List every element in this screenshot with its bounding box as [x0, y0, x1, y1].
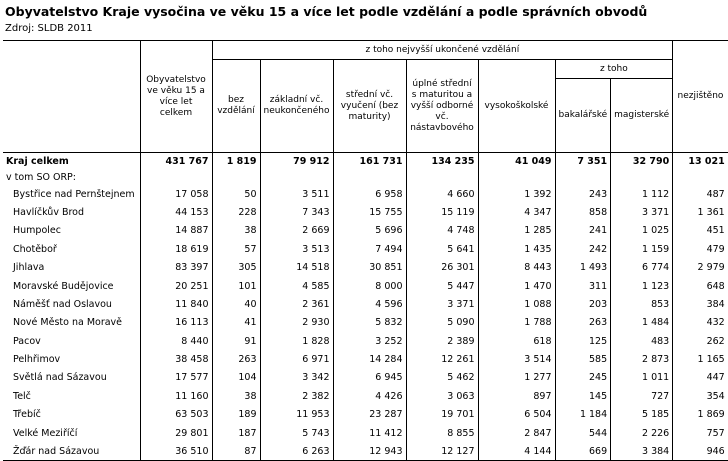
- cell: 20 251: [140, 277, 212, 295]
- cell: 1 484: [611, 314, 673, 332]
- cell: 14 518: [260, 258, 333, 276]
- cell: 11 840: [140, 295, 212, 313]
- cell: 897: [478, 387, 555, 405]
- cell: 245: [555, 369, 611, 387]
- header-master: magisterské: [611, 79, 673, 153]
- cell: 5 743: [260, 424, 333, 442]
- row-label: Nové Město na Moravě: [13, 317, 123, 329]
- cell: 669: [555, 442, 611, 460]
- cell: 203: [555, 295, 611, 313]
- cell: 16 113: [140, 314, 212, 332]
- cell: 13 021: [673, 153, 728, 171]
- cell: 5 462: [406, 369, 478, 387]
- source-note: Zdroj: SLDB 2011: [5, 23, 93, 34]
- cell: 262: [673, 332, 728, 350]
- cell: 1 112: [611, 185, 673, 203]
- cell: 6 971: [260, 350, 333, 368]
- cell: 3 252: [333, 332, 406, 350]
- cell: 19 701: [406, 406, 478, 424]
- cell: 305: [212, 258, 260, 276]
- cell: 1 165: [673, 350, 728, 368]
- cell: 1 828: [260, 332, 333, 350]
- cell: 618: [478, 332, 555, 350]
- cell: 1 277: [478, 369, 555, 387]
- row-label: Havlíčkův Brod: [13, 206, 85, 218]
- cell: 4 347: [478, 203, 555, 221]
- cell: 11 160: [140, 387, 212, 405]
- cell: 5 185: [611, 406, 673, 424]
- table-row: [3, 258, 728, 276]
- cell: 83 397: [140, 258, 212, 276]
- cell: 263: [212, 350, 260, 368]
- cell: 1 088: [478, 295, 555, 313]
- cell: 12 127: [406, 442, 478, 460]
- cell: 228: [212, 203, 260, 221]
- cell: 12 943: [333, 442, 406, 460]
- row-label: Náměšť nad Oslavou: [13, 298, 112, 310]
- cell: 14 887: [140, 222, 212, 240]
- cell: 44 153: [140, 203, 212, 221]
- cell: 17 058: [140, 185, 212, 203]
- row-label: Telč: [13, 390, 31, 402]
- cell: 17 577: [140, 369, 212, 387]
- cell: 11 412: [333, 424, 406, 442]
- cell: 1 184: [555, 406, 611, 424]
- cell: 79 912: [260, 153, 333, 171]
- education-table: [3, 40, 728, 461]
- table-row: [3, 406, 728, 424]
- cell: 3 063: [406, 387, 478, 405]
- cell: 853: [611, 295, 673, 313]
- cell: 7 351: [555, 153, 611, 171]
- cell: 1 788: [478, 314, 555, 332]
- cell: 6 774: [611, 258, 673, 276]
- header-none: bez vzdělání: [212, 60, 260, 153]
- row-label: Jihlava: [13, 262, 45, 274]
- cell: 447: [673, 369, 728, 387]
- cell: 1 025: [611, 222, 673, 240]
- table-row: [3, 424, 728, 442]
- cell: 483: [611, 332, 673, 350]
- cell: 2 382: [260, 387, 333, 405]
- cell: 15 755: [333, 203, 406, 221]
- cell: 946: [673, 442, 728, 460]
- cell: 1 123: [611, 277, 673, 295]
- table-row: [3, 369, 728, 387]
- header-tertiary: vysokoškolské: [478, 60, 555, 153]
- cell: 544: [555, 424, 611, 442]
- cell: 3 511: [260, 185, 333, 203]
- row-label: Žďár nad Sázavou: [3, 442, 140, 460]
- cell: 7 343: [260, 203, 333, 221]
- cell: 1 011: [611, 369, 673, 387]
- cell: 15 119: [406, 203, 478, 221]
- cell: 5 447: [406, 277, 478, 295]
- cell: 40: [212, 295, 260, 313]
- header-of-which: z toho: [555, 60, 673, 79]
- cell: 2 979: [673, 258, 728, 276]
- cell: 585: [555, 350, 611, 368]
- cell: 4 426: [333, 387, 406, 405]
- cell: 3 384: [611, 442, 673, 460]
- row-label: Humpolec: [13, 225, 61, 237]
- cell: 5 832: [333, 314, 406, 332]
- cell: 487: [673, 185, 728, 203]
- cell: 1 435: [478, 240, 555, 258]
- cell: 757: [673, 424, 728, 442]
- cell: 91: [212, 332, 260, 350]
- cell: 2 873: [611, 350, 673, 368]
- cell: 187: [212, 424, 260, 442]
- cell: 5 090: [406, 314, 478, 332]
- cell: 4 585: [260, 277, 333, 295]
- cell: 2 389: [406, 332, 478, 350]
- cell: 41 049: [478, 153, 555, 171]
- cell: 3 371: [611, 203, 673, 221]
- cell: 2 669: [260, 222, 333, 240]
- table-row: [3, 314, 728, 332]
- table-title: Obyvatelstvo Kraje vysočina ve věku 15 a více let podle vzdělání a podle správních obvodů: [5, 4, 648, 19]
- cell: 6 504: [478, 406, 555, 424]
- cell: 30 851: [333, 258, 406, 276]
- header-secondary: střední vč. vyučení (bez maturity): [333, 60, 406, 153]
- cell: 648: [673, 277, 728, 295]
- cell: 3 342: [260, 369, 333, 387]
- cell: 1 159: [611, 240, 673, 258]
- cell: 11 953: [260, 406, 333, 424]
- cell: 18 619: [140, 240, 212, 258]
- cell: 32 790: [611, 153, 673, 171]
- row-label: Třebíč: [13, 409, 41, 421]
- cell: 858: [555, 203, 611, 221]
- cell: 161 731: [333, 153, 406, 171]
- row-label: Pelhřimov: [13, 354, 61, 366]
- row-label: Bystřice nad Pernštejnem: [13, 188, 135, 200]
- cell: 101: [212, 277, 260, 295]
- cell: 1 819: [212, 153, 260, 171]
- table-row: [3, 350, 728, 368]
- cell: 243: [555, 185, 611, 203]
- cell: 384: [673, 295, 728, 313]
- header-population: Obyvatelstvo ve věku 15 a více let celkem: [140, 41, 212, 153]
- cell: 50: [212, 185, 260, 203]
- cell: 263: [555, 314, 611, 332]
- cell: 8 000: [333, 277, 406, 295]
- cell: 104: [212, 369, 260, 387]
- subhead-row: [3, 171, 728, 185]
- total-row: [3, 153, 728, 171]
- cell: 4 144: [478, 442, 555, 460]
- cell: 36 510: [140, 442, 212, 460]
- cell: 38 458: [140, 350, 212, 368]
- cell: 12 261: [406, 350, 478, 368]
- row-label: Chotěboř: [13, 243, 57, 255]
- cell: 7 494: [333, 240, 406, 258]
- row-label: Světlá nad Sázavou: [13, 372, 107, 384]
- table-row: [3, 387, 728, 405]
- cell: 26 301: [406, 258, 478, 276]
- cell: 6 263: [260, 442, 333, 460]
- header-basic: základní vč. neukončeného: [260, 60, 333, 153]
- cell: 14 284: [333, 350, 406, 368]
- cell: 727: [611, 387, 673, 405]
- cell: 57: [212, 240, 260, 258]
- cell: 1 361: [673, 203, 728, 221]
- cell: 3 514: [478, 350, 555, 368]
- cell: 6 945: [333, 369, 406, 387]
- row-label: Kraj celkem: [3, 153, 140, 171]
- cell: 2 847: [478, 424, 555, 442]
- cell: 4 748: [406, 222, 478, 240]
- row-label: Moravské Budějovice: [13, 280, 114, 292]
- cell: 4 660: [406, 185, 478, 203]
- cell: 29 801: [140, 424, 212, 442]
- table-row: [3, 240, 728, 258]
- cell: 3 371: [406, 295, 478, 313]
- cell: 6 958: [333, 185, 406, 203]
- cell: 38: [212, 387, 260, 405]
- header-complete-secondary: úplné střední s maturitou a vyšší odborné vč. nástavbového: [406, 60, 478, 153]
- cell: 431 767: [140, 153, 212, 171]
- cell: 1 285: [478, 222, 555, 240]
- header-bachelor: bakalářské: [555, 79, 611, 153]
- cell: 63 503: [140, 406, 212, 424]
- cell: 125: [555, 332, 611, 350]
- cell: 41: [212, 314, 260, 332]
- header-unknown: nezjištěno: [673, 41, 728, 153]
- table-row: [3, 203, 728, 221]
- subhead-label: v tom SO ORP:: [6, 172, 76, 184]
- cell: 241: [555, 222, 611, 240]
- cell: 479: [673, 240, 728, 258]
- table-row: [3, 185, 728, 203]
- cell: 311: [555, 277, 611, 295]
- cell: 87: [212, 442, 260, 460]
- cell: 8 440: [140, 332, 212, 350]
- header-corner: [3, 41, 140, 60]
- table-row: [3, 222, 728, 240]
- table-row: [3, 277, 728, 295]
- table-row: [3, 442, 728, 460]
- cell: 354: [673, 387, 728, 405]
- cell: 8 443: [478, 258, 555, 276]
- cell: 5 641: [406, 240, 478, 258]
- cell: 3 513: [260, 240, 333, 258]
- cell: 451: [673, 222, 728, 240]
- cell: 38: [212, 222, 260, 240]
- cell: 1 392: [478, 185, 555, 203]
- table-row: [3, 332, 728, 350]
- cell: 5 696: [333, 222, 406, 240]
- cell: 1 470: [478, 277, 555, 295]
- cell: 189: [212, 406, 260, 424]
- cell: 8 855: [406, 424, 478, 442]
- cell: 23 287: [333, 406, 406, 424]
- table-row: [3, 295, 728, 313]
- cell: 1 493: [555, 258, 611, 276]
- row-label: Pacov: [13, 335, 41, 347]
- cell: 2 226: [611, 424, 673, 442]
- cell: 145: [555, 387, 611, 405]
- header-group-highest: z toho nejvyšší ukončené vzdělání: [212, 41, 673, 60]
- cell: 4 596: [333, 295, 406, 313]
- row-label: Velké Meziříčí: [13, 427, 78, 439]
- cell: 2 930: [260, 314, 333, 332]
- cell: 1 869: [673, 406, 728, 424]
- cell: 432: [673, 314, 728, 332]
- cell: 134 235: [406, 153, 478, 171]
- cell: 2 361: [260, 295, 333, 313]
- cell: 242: [555, 240, 611, 258]
